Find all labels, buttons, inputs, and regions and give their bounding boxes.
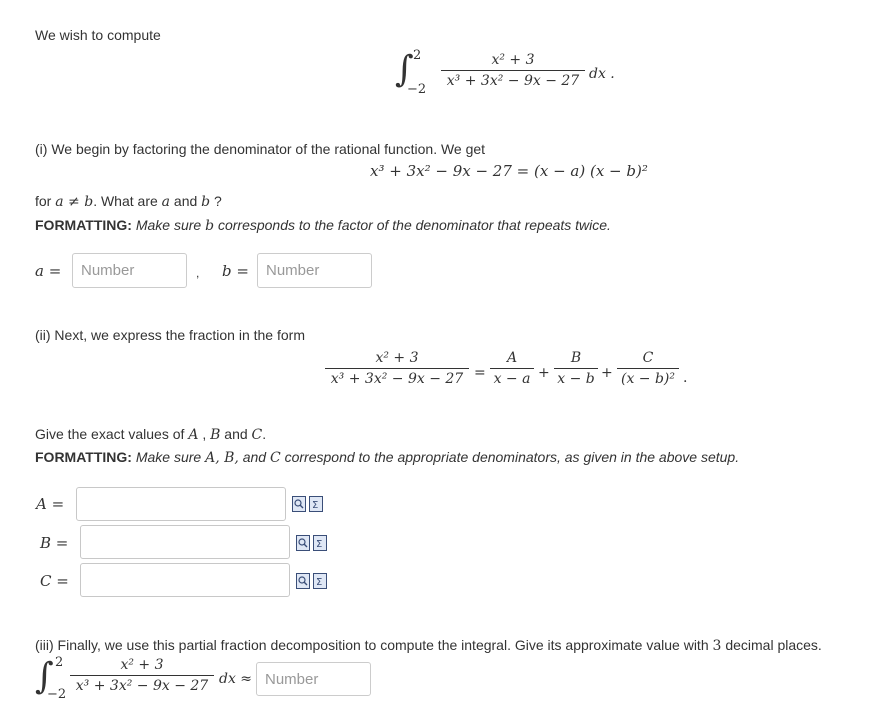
- term3-denominator: (x − b)²: [620, 371, 676, 387]
- a-input[interactable]: Number: [72, 253, 187, 288]
- lhs-fraction: [325, 350, 469, 387]
- formatting-post: corresponds to the factor of the denominator that repeats twice.: [217, 217, 611, 233]
- A-input[interactable]: [76, 487, 286, 521]
- give-var-B: B: [210, 427, 221, 443]
- part3-text: [35, 637, 822, 654]
- part1-formatting: [35, 217, 611, 234]
- lhs-denominator: x³ + 3x² − 9x − 27: [330, 371, 464, 387]
- integral-upper: 2: [55, 655, 64, 670]
- C-input[interactable]: [80, 563, 290, 597]
- formatting-pre: Make sure: [135, 217, 202, 233]
- formatting-label: FORMATTING:: [35, 449, 132, 465]
- give-var-C: C: [251, 427, 263, 443]
- main-integral: [395, 46, 625, 106]
- a-label: a =: [35, 262, 62, 280]
- preview-icon[interactable]: [296, 573, 310, 589]
- fraction-numerator: x² + 3: [491, 52, 535, 68]
- C-label: C =: [40, 572, 69, 590]
- integral-upper: 2: [413, 48, 422, 63]
- b-input[interactable]: Number: [257, 253, 372, 288]
- intro-text: We wish to compute: [35, 27, 161, 43]
- integral-sign: ∫: [395, 49, 414, 90]
- equation-period: .: [683, 370, 688, 386]
- integral-fraction: [441, 52, 585, 89]
- question-var-b: b: [201, 194, 211, 210]
- term1-fraction: [490, 350, 534, 387]
- lhs-bar: [325, 368, 469, 369]
- formatting-var-C: C: [269, 450, 281, 466]
- partial-fraction-equation: [325, 350, 695, 402]
- formatting-vars: A, B,: [205, 450, 239, 466]
- fraction-denominator: x³ + 3x² − 9x − 27: [75, 678, 209, 694]
- term1-denominator: x − a: [493, 371, 531, 387]
- B-input[interactable]: [80, 525, 290, 559]
- formatting-pre: Make sure: [135, 449, 202, 465]
- formatting-var: b: [205, 218, 215, 234]
- question-mid: . What are: [93, 193, 158, 209]
- b-label: b =: [222, 262, 249, 280]
- term2-fraction: [554, 350, 598, 387]
- factor-equation: x³ + 3x² − 9x − 27 = (x − a) (x − b)²: [370, 162, 648, 180]
- fraction-bar: [441, 70, 585, 71]
- lhs-numerator: x² + 3: [375, 350, 419, 366]
- give-end: .: [262, 426, 267, 442]
- question-prefix: for: [35, 193, 52, 209]
- term1-bar: [490, 368, 534, 369]
- fraction-numerator: x² + 3: [120, 657, 164, 673]
- part2-give: Give the exact values of A , B and C.: [35, 426, 267, 443]
- integral-differential: dx ≈: [219, 671, 253, 687]
- B-label: B =: [40, 534, 69, 552]
- part2-text: (ii) Next, we express the fraction in the form: [35, 327, 305, 343]
- term3-bar: [617, 368, 679, 369]
- question-condition: a ≠ b: [55, 194, 94, 210]
- plus-sign-1: +: [538, 365, 550, 381]
- formatting-and: and: [242, 449, 267, 465]
- term2-denominator: x − b: [557, 371, 595, 387]
- ab-comma: ,: [196, 266, 200, 280]
- part1-text: (i) We begin by factoring the denominator of the rational function. We get: [35, 141, 486, 157]
- integral-lower: −2: [407, 82, 427, 97]
- svg-text:Σ: Σ: [316, 539, 323, 550]
- give-pre: Give the exact values of: [35, 426, 185, 442]
- part3-digits: 3: [712, 638, 722, 654]
- integral-answer-input[interactable]: Number: [256, 662, 371, 696]
- question-and: and: [173, 193, 198, 209]
- formatting-label: FORMATTING:: [35, 217, 132, 233]
- integral-differential: dx .: [589, 66, 615, 82]
- integral-fraction: [70, 657, 214, 694]
- term2-bar: [554, 368, 598, 369]
- A-label: A =: [36, 495, 65, 513]
- equals-sign: =: [474, 365, 486, 381]
- formatting-post: correspond to the appropriate denominators, as given in the above setup.: [284, 449, 740, 465]
- term2-numerator: B: [570, 350, 582, 366]
- fraction-denominator: x³ + 3x² − 9x − 27: [446, 73, 580, 89]
- equation-editor-icon[interactable]: [313, 573, 327, 589]
- part3-text-pre: (iii) Finally, we use this partial fraction decomposition to compute the integral. Give its approximate value with: [35, 637, 709, 653]
- term1-numerator: A: [506, 350, 518, 366]
- fraction-bar: [70, 675, 214, 676]
- svg-text:Σ: Σ: [316, 577, 323, 588]
- give-and: and: [224, 426, 248, 442]
- preview-icon[interactable]: [296, 535, 310, 551]
- equation-editor-icon[interactable]: [313, 535, 327, 551]
- give-var-A: A: [188, 427, 199, 443]
- part3-text-post: decimal places.: [725, 637, 822, 653]
- equation-editor-icon[interactable]: [309, 496, 323, 512]
- part2-formatting: [35, 449, 739, 466]
- term3-numerator: C: [642, 350, 654, 366]
- plus-sign-2: +: [601, 365, 613, 381]
- integral-lower: −2: [47, 687, 67, 702]
- term3-fraction: [617, 350, 679, 387]
- final-integral: [35, 655, 285, 707]
- svg-text:Σ: Σ: [312, 500, 319, 511]
- part1-question: [35, 193, 222, 210]
- integral-sign: ∫: [35, 656, 54, 697]
- question-end: ?: [214, 193, 222, 209]
- preview-icon[interactable]: [292, 496, 306, 512]
- question-var-a: a: [161, 194, 171, 210]
